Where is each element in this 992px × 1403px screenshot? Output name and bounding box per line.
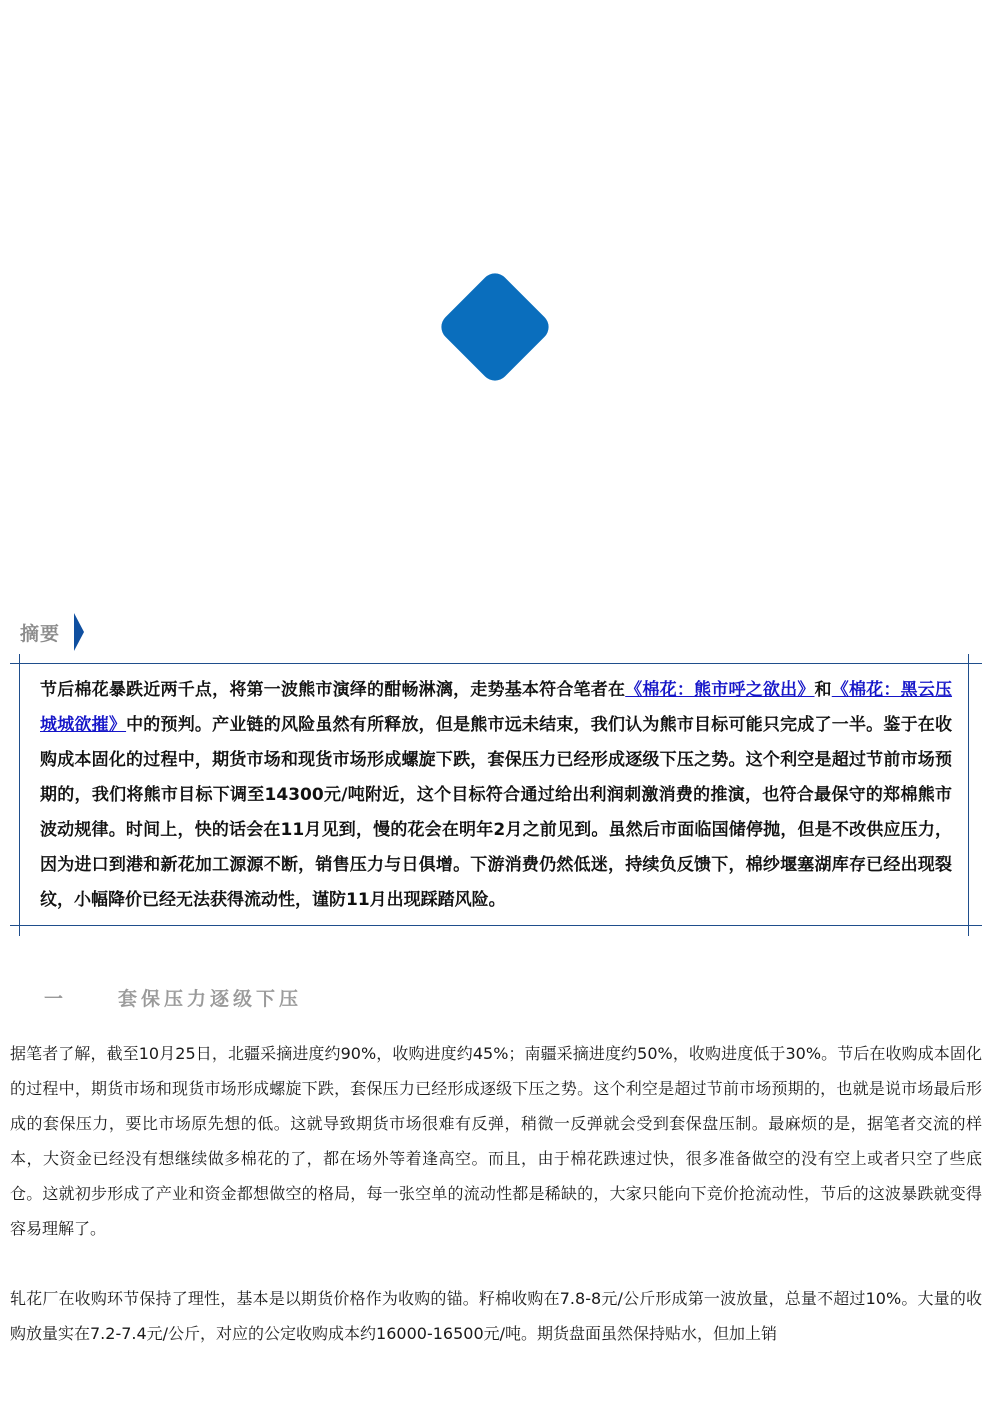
body-paragraph-1: 据笔者了解，截至10月25日，北疆采摘进度约90%，收购进度约45%；南疆采摘进度约50%，收购进度低于30%。节后在收购成本固化的过程中，期货市场和现货市场形成螺旋下跌，套保压力已经形成逐级下压之势。这个利空是超过节前市场预期的，也就是说市场最后形成的套保压力，要比市场原先想的低。这就导致期货市场很难有反弹，稍微一反弹就会受到套保盘压制。最麻烦的是，据笔者交流的样本，大资金已经没有想继续做多棉花的了，都在场外等着逢高空。而且，由于棉花跌速过快，很多准备做空的没有空上或者只空了些底仓。这就初步形成了产业和资金都想做空的格局，每一张空单的流动性都是稀缺的，大家只能向下竞价抢流动性，节后的这波暴跌就变得容易理解了。: [10, 1044, 982, 1238]
summary-left-rule: [19, 654, 20, 936]
diamond-logo-icon: [422, 254, 568, 400]
summary-bottom-rule: [10, 925, 982, 926]
summary-right-rule: [968, 654, 969, 936]
summary-body: [40, 673, 952, 918]
article-link-bear-market[interactable]: 《棉花：熊市呼之欲出》: [625, 680, 815, 700]
summary-text-1: 节后棉花暴跌近两千点，将第一波熊市演绎的酣畅淋漓，走势基本符合笔者在: [40, 680, 626, 700]
article-link-dark-clouds[interactable]: 《棉花：黑云压城城欲摧》: [40, 680, 953, 735]
arrow-right-icon: [74, 613, 84, 651]
section-title: 套保压力逐级下压: [118, 988, 303, 1010]
summary-top-rule: [10, 663, 982, 664]
summary-text-3: 中的预判。产业链的风险虽然有所释放，但是熊市远未结束，我们认为熊市目标可能只完成了一半。鉴于在收购成本固化的过程中，期货市场和现货市场形成螺旋下跌，套保压力已经形成逐级下压之势。这个利空是超过节前市场预期的，我们将熊市目标下调至14300元/吨附近，这个目标符合通过给出利润刺激消费的推演，也符合最保守的郑棉熊市波动规律。时间上，快的话会在11月见到，慢的花会在明年2月之前见到。虽然后市面临国储停抛，但是不改供应压力，因为进口到港和新花加工源源不断，销售压力与日俱增。下游消费仍然低迷，持续负反馈下，棉纱堰塞湖库存已经出现裂纹，小幅降价已经无法获得流动性，谨防11月出现踩踏风险。: [40, 715, 953, 910]
section-heading: [44, 984, 302, 1011]
summary-title: 摘要: [20, 622, 61, 645]
summary-text-2: 和: [814, 680, 832, 700]
section-number: 一: [44, 988, 64, 1010]
summary-header: [20, 612, 84, 652]
body-paragraph-2: 轧花厂在收购环节保持了理性，基本是以期货价格作为收购的锚。籽棉收购在7.8-8元/公斤形成第一波放量，总量不超过10%。大量的收购放量实在7.2-7.4元/公斤，对应的公定收购成本约16000-16500元/吨。期货盘面虽然保持贴水，但加上销: [10, 1289, 982, 1343]
